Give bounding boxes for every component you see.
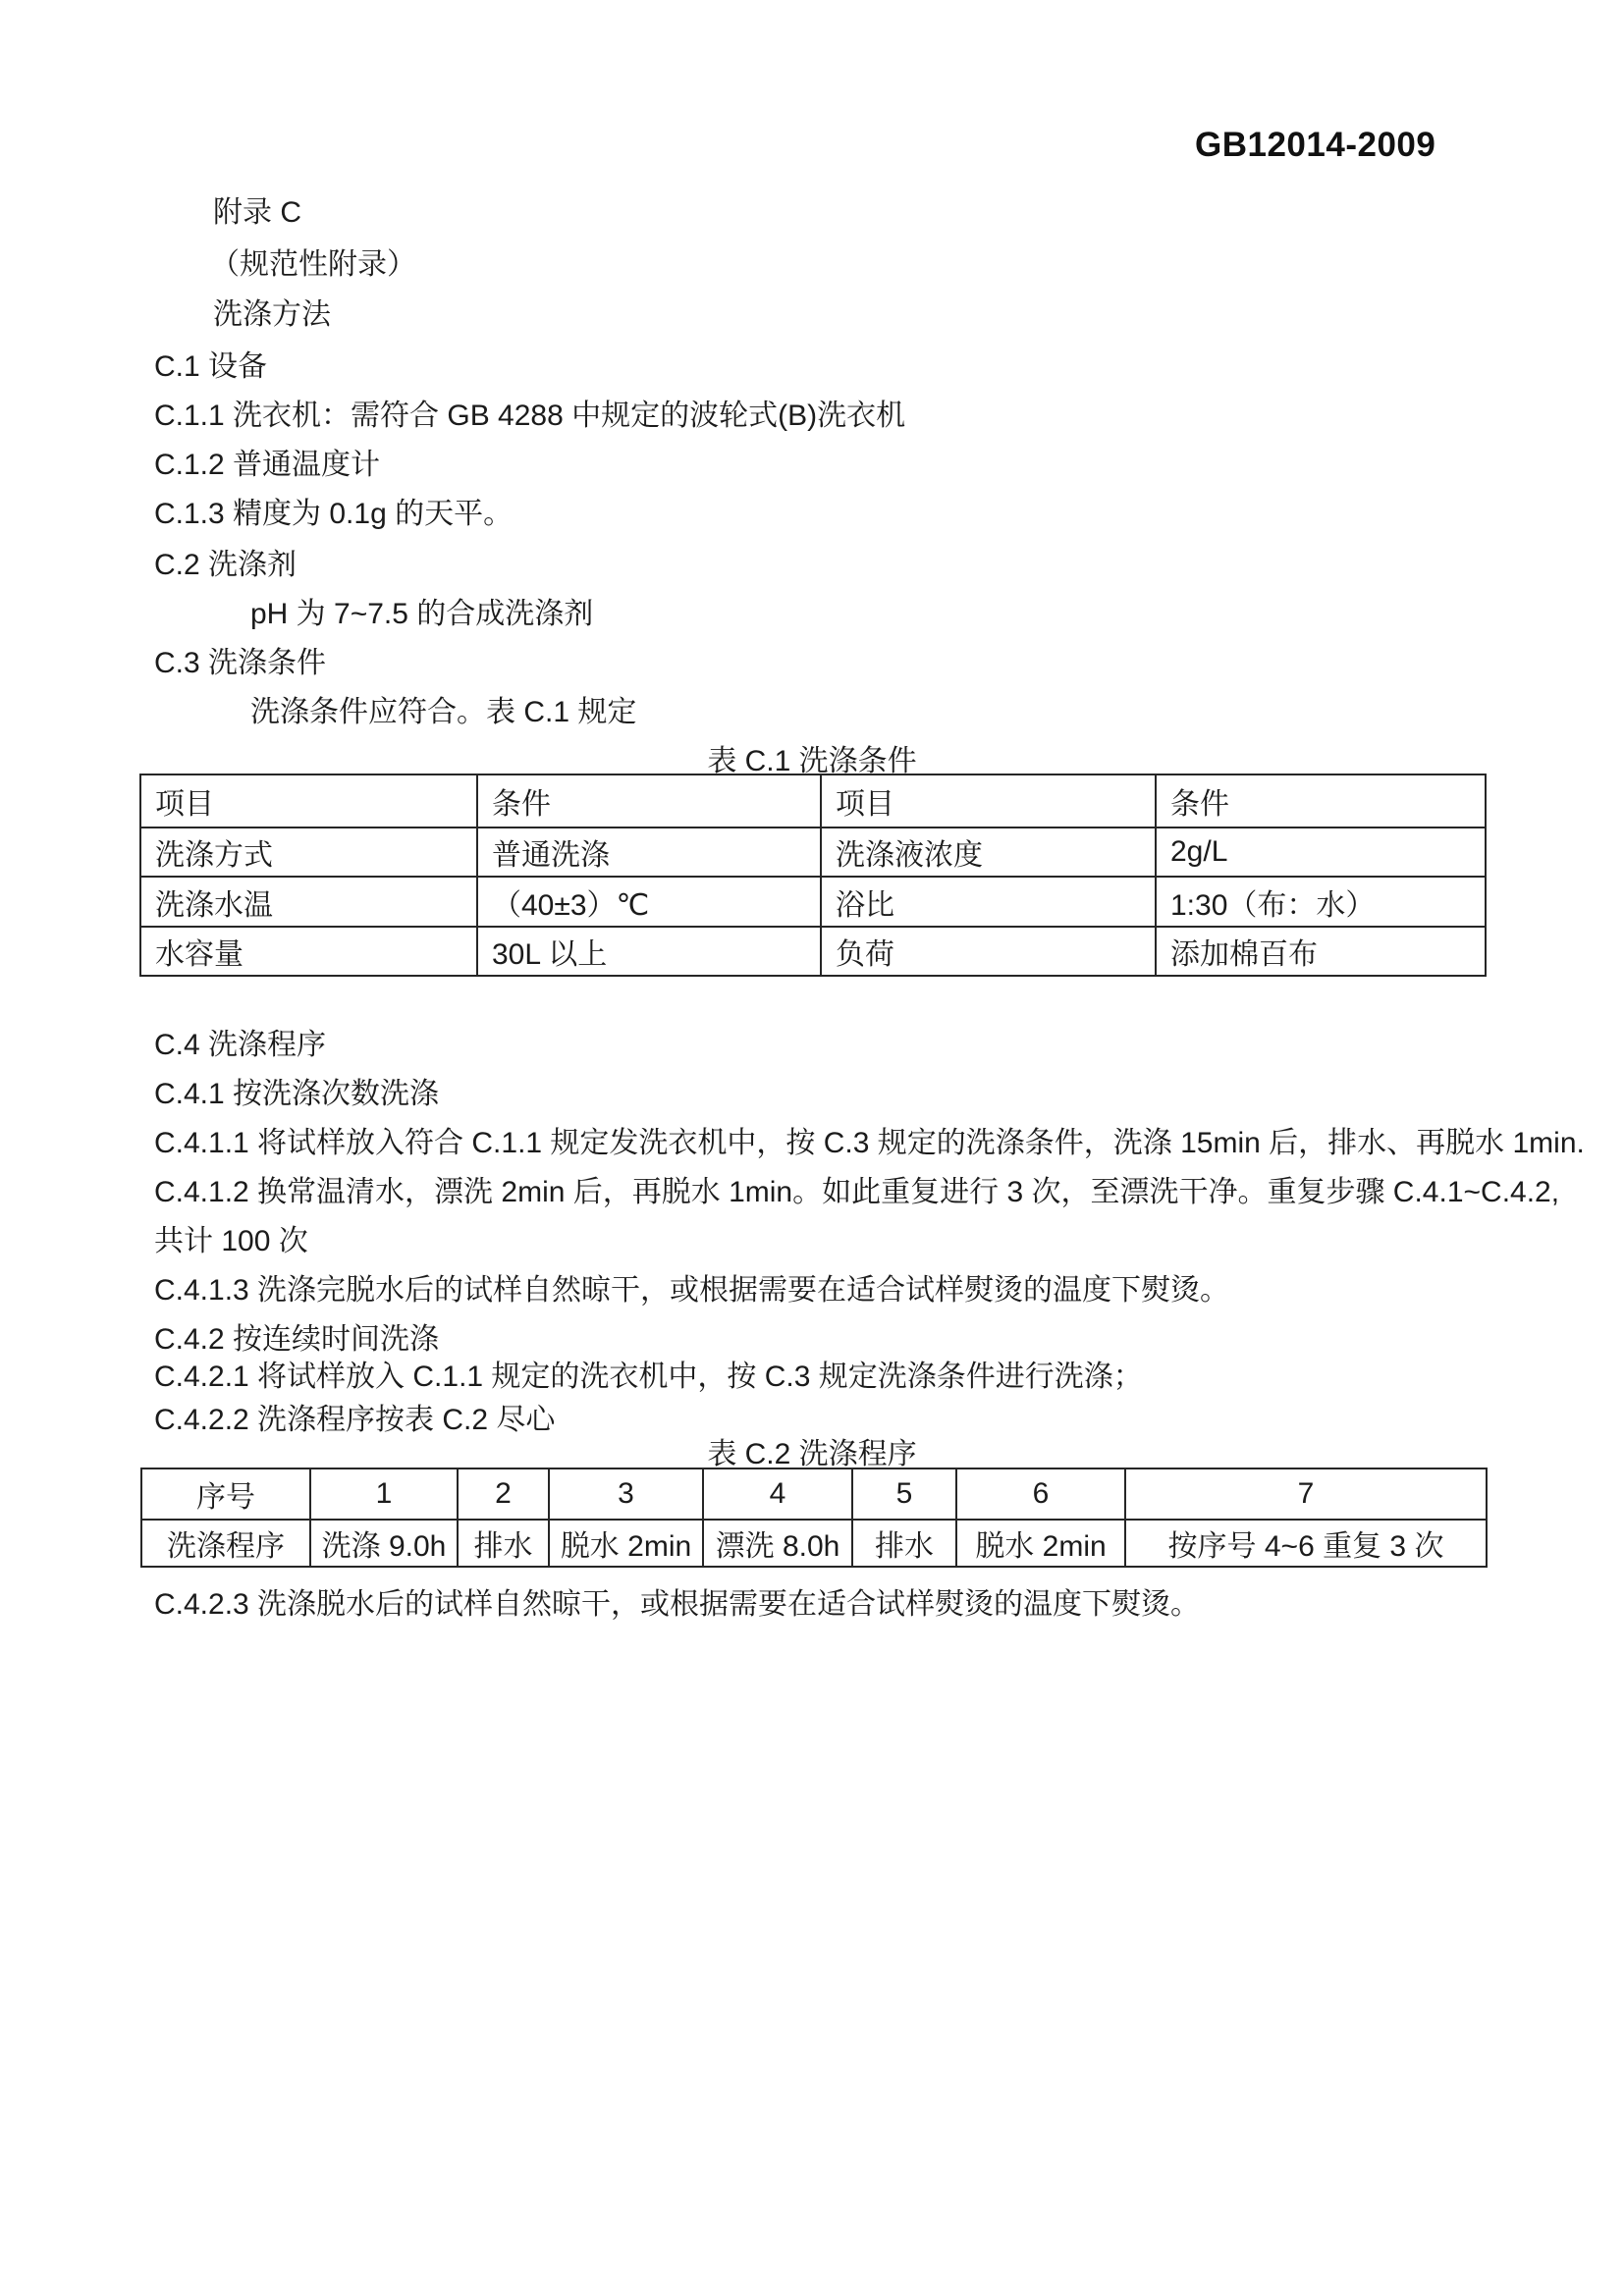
table-c1-cell: 浴比: [821, 877, 1156, 927]
table-c1-cell: 1:30（布：水）: [1156, 877, 1486, 927]
body-line-ph: pH 为 7~7.5 的合成洗涤剂: [250, 598, 594, 630]
table-c1-cell: 洗涤水温: [140, 877, 477, 927]
table-c2-header-cell: 4: [703, 1468, 852, 1520]
table-c1: [139, 774, 1487, 977]
table-c2-header-row: [141, 1468, 1487, 1520]
body-line-c412: C.4.1.2 换常温清水，漂洗 2min 后，再脱水 1min。如此重复进行 3 次，至漂洗干净。重复步骤 C.4.1~C.4.2,: [154, 1176, 1560, 1208]
table-c2-header-cell: 3: [549, 1468, 703, 1520]
table-c1-header-cell: 项目: [821, 774, 1156, 828]
table-c2-header-cell: 2: [458, 1468, 549, 1520]
table-c1-header-cell: 条件: [1156, 774, 1486, 828]
body-line-c12: C.1.2 普通温度计: [154, 449, 381, 481]
body-line-c3: C.3 洗涤条件: [154, 647, 327, 679]
table-c1-header-cell: 项目: [140, 774, 477, 828]
table-c1-caption: 表 C.1 洗涤条件: [707, 745, 917, 777]
table-c2-cell: 排水: [458, 1520, 549, 1567]
table-c1-row: [140, 828, 1486, 877]
table-c1-cell: 2g/L: [1156, 828, 1486, 877]
body-line-c1: C.1 设备: [154, 350, 268, 383]
appendix-type: （规范性附录）: [210, 248, 416, 281]
body-line-c421: C.4.2.1 将试样放入 C.1.1 规定的洗衣机中，按 C.3 规定洗涤条件进行洗涤；: [154, 1361, 1143, 1393]
table-c1-row: [140, 877, 1486, 927]
table-c2-header-cell: 1: [310, 1468, 458, 1520]
body-line-total: 共计 100 次: [154, 1225, 308, 1257]
table-c2-cell: 排水: [852, 1520, 956, 1567]
table-c2-header-cell: 序号: [141, 1468, 310, 1520]
table-c2-cell: 按序号 4~6 重复 3 次: [1125, 1520, 1487, 1567]
body-line-c422: C.4.2.2 洗涤程序按表 C.2 尽心: [154, 1404, 556, 1436]
table-c2-header-cell: 5: [852, 1468, 956, 1520]
table-c2-cell: 脱水 2min: [549, 1520, 703, 1567]
body-line-c423: C.4.2.3 洗涤脱水后的试样自然晾干，或根据需要在适合试样熨烫的温度下熨烫。: [154, 1588, 1201, 1621]
table-c2-cell: 洗涤 9.0h: [310, 1520, 458, 1567]
table-c1-cell: 添加棉百布: [1156, 927, 1486, 976]
table-c1-cell: 洗涤方式: [140, 828, 477, 877]
appendix-title: 洗涤方法: [213, 298, 331, 331]
body-line-c13: C.1.3 精度为 0.1g 的天平。: [154, 498, 514, 530]
table-c2: [140, 1468, 1488, 1568]
standard-code: GB12014-2009: [1195, 126, 1436, 164]
table-c1-cell: （40±3）℃: [477, 877, 821, 927]
body-line-c2: C.2 洗涤剂: [154, 549, 298, 581]
table-c1-cell: 普通洗涤: [477, 828, 821, 877]
table-c2-cell: 洗涤程序: [141, 1520, 310, 1567]
table-c1-cell: 水容量: [140, 927, 477, 976]
table-c1-header-cell: 条件: [477, 774, 821, 828]
table-c1-header-row: [140, 774, 1486, 828]
body-line-c42: C.4.2 按连续时间洗涤: [154, 1323, 440, 1356]
table-c2-cell: 漂洗 8.0h: [703, 1520, 852, 1567]
body-line-c41: C.4.1 按洗涤次数洗涤: [154, 1078, 440, 1110]
table-c1-cell: 30L 以上: [477, 927, 821, 976]
body-line-c411: C.4.1.1 将试样放入符合 C.1.1 规定发洗衣机中，按 C.3 规定的洗涤条件，洗涤 15min 后，排水、再脱水 1min.: [154, 1127, 1585, 1159]
body-line-c3-note: 洗涤条件应符合。表 C.1 规定: [250, 696, 637, 728]
table-c2-cell: 脱水 2min: [956, 1520, 1125, 1567]
body-line-c4: C.4 洗涤程序: [154, 1029, 327, 1061]
table-c2-header-cell: 6: [956, 1468, 1125, 1520]
table-c2-header-cell: 7: [1125, 1468, 1487, 1520]
table-c2-row: [141, 1520, 1487, 1567]
table-c1-row: [140, 927, 1486, 976]
body-line-c413: C.4.1.3 洗涤完脱水后的试样自然晾干，或根据需要在适合试样熨烫的温度下熨烫。: [154, 1274, 1230, 1307]
appendix-label: 附录 C: [213, 196, 301, 229]
table-c2-caption: 表 C.2 洗涤程序: [707, 1438, 917, 1470]
table-c1-cell: 负荷: [821, 927, 1156, 976]
body-line-c11: C.1.1 洗衣机：需符合 GB 4288 中规定的波轮式(B)洗衣机: [154, 400, 906, 432]
table-c1-cell: 洗涤液浓度: [821, 828, 1156, 877]
